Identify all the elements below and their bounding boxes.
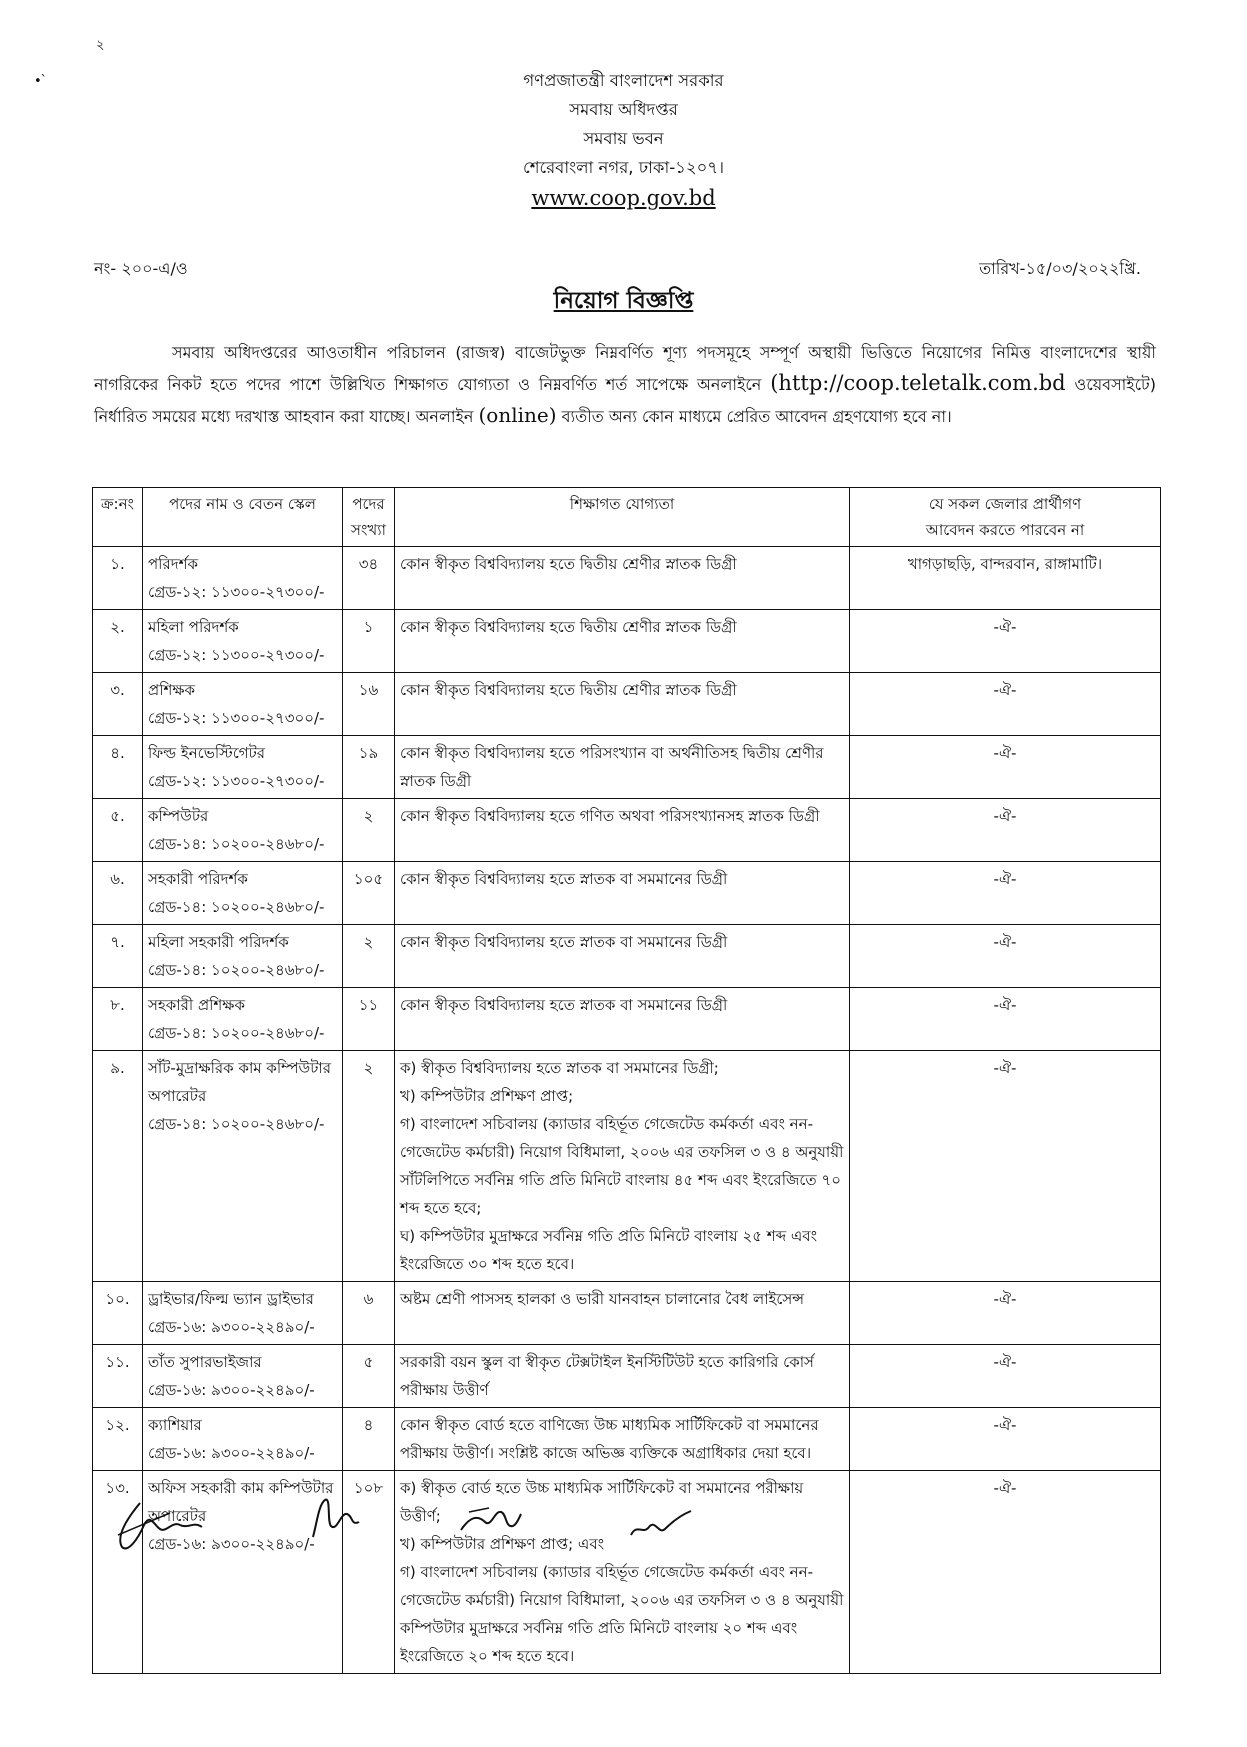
side-mark: •՝ [34, 74, 45, 89]
pay-grade: গ্রেড-১৪: ১০২০০-২৪৬৮০/- [148, 835, 325, 853]
row-count: ২ [343, 925, 395, 988]
row-qualification [395, 1408, 850, 1471]
row-excluded-districts: -ঐ- [850, 799, 1161, 862]
header-post: পদের নাম ও বেতন স্কেল [143, 488, 343, 547]
qualification-line: ঘ) কম্পিউটার মুদ্রাক্ষরে সর্বনিম্ন গতি প্রতি মিনিটে বাংলায় ২৫ শব্দ এবং ইংরেজিতে ৩০ শব্দ হতে হবে। [400, 1227, 818, 1273]
website-link[interactable]: www.coop.gov.bd [531, 186, 716, 210]
signature-2-icon [305, 1492, 365, 1542]
row-excluded-districts: -ঐ- [850, 862, 1161, 925]
row-qualification [395, 673, 850, 736]
row-count: ৬ [343, 1282, 395, 1345]
pay-grade: গ্রেড-১২: ১১৩০০-২৭৩০০/- [148, 646, 325, 664]
application-url[interactable]: (http://coop.teletalk.com.bd [770, 371, 1066, 395]
building-name: সমবায় ভবন [583, 129, 664, 148]
header-qualification: শিক্ষাগত যোগ্যতা [395, 488, 850, 547]
table-row [93, 925, 1161, 988]
header-districts-line2: আবেদন করতে পারবেন না [925, 521, 1085, 539]
row-post [143, 862, 343, 925]
table-row [93, 1408, 1161, 1471]
row-post [143, 799, 343, 862]
signature-4-icon [625, 1505, 695, 1545]
signature-1-icon [110, 1495, 210, 1555]
row-excluded-districts: -ঐ- [850, 1408, 1161, 1471]
row-serial: ৩. [93, 673, 143, 736]
post-name: পরিদর্শক [148, 555, 198, 573]
row-count: ২ [343, 1051, 395, 1282]
post-name: ড্রাইভার/ফিল্ম ভ্যান ড্রাইভার [148, 1290, 314, 1308]
page-title: নিয়োগ বিজ্ঞপ্তি [553, 288, 694, 314]
memo-date: তারিখ-১৫/০৩/২০২২খ্রি. [979, 259, 1141, 278]
qualification-line: কোন স্বীকৃত বিশ্ববিদ্যালয় হতে দ্বিতীয় শ্রেণীর স্নাতক ডিগ্রী [400, 555, 737, 573]
row-excluded-districts: -ঐ- [850, 736, 1161, 799]
intro-text-3: ব্যতীত অন্য কোন মাধ্যমে প্রেরিত আবেদন গ্রহণযোগ্য হবে না। [556, 407, 952, 426]
header-districts [850, 488, 1161, 547]
post-name: সহকারী প্রশিক্ষক [148, 996, 245, 1014]
row-qualification [395, 925, 850, 988]
pay-grade: গ্রেড-১৪: ১০২০০-২৪৬৮০/- [148, 898, 325, 916]
table-row [93, 1051, 1161, 1282]
page-marker: ২ [96, 38, 105, 53]
row-serial: ৭. [93, 925, 143, 988]
row-count: ৫ [343, 1345, 395, 1408]
pay-grade: গ্রেড-১৪: ১০২০০-২৪৬৮০/- [148, 961, 325, 979]
qualification-line: কোন স্বীকৃত বিশ্ববিদ্যালয় হতে স্নাতক বা সমমানের ডিগ্রী [400, 996, 728, 1014]
row-count: ১৬ [343, 673, 395, 736]
pay-grade: গ্রেড-১২: ১১৩০০-২৭৩০০/- [148, 709, 325, 727]
qualification-line: খ) কম্পিউটার প্রশিক্ষণ প্রাপ্ত; এবং [400, 1535, 605, 1553]
row-post [143, 673, 343, 736]
qualification-line: কোন স্বীকৃত বিশ্ববিদ্যালয় হতে পরিসংখ্যান বা অর্থনীতিসহ দ্বিতীয় শ্রেণীর স্নাতক ডিগ্রী [400, 744, 824, 790]
pay-grade: গ্রেড-১৬: ৯৩০০-২২৪৯০/- [148, 1535, 315, 1553]
row-serial: ৬. [93, 862, 143, 925]
row-excluded-districts: -ঐ- [850, 988, 1161, 1051]
row-post [143, 736, 343, 799]
department-name: সমবায় অধিদপ্তর [569, 100, 678, 119]
intro-text-1: সমবায় অধিদপ্তরের আওতাধীন পরিচালন (রাজস্ব) বাজেটভুক্ত নিম্নবর্ণিত শূণ্য পদসমূহে সম্পূর্ণ অস্থায়ী ভিত্তিতে নিয়োগের নিমিত্ত বাংলাদেশের স্থায়ী নাগরিকের নিকট হতে পদের পাশে উল্লিখিত শিক্ষাগত যোগ্যতা ও নিম্নবর্ণিত শর্ত সাপেক্ষে অনলাইনে [94, 343, 1156, 394]
row-post [143, 988, 343, 1051]
qualification-line: গ) বাংলাদেশ সচিবালয় (ক্যাডার বহির্ভূত গেজেটেড কর্মকর্তা এবং নন- গেজেটেড কর্মচারী) নিয়োগ বিধিমালা, ২০০৬ এর তফসিল ৩ ও ৪ অনুযায়ী সাঁটলিপিতে সর্বনিম্ন গতি প্রতি মিনিটে বাংলায় ৪৫ শব্দ এবং ইংরেজিতে ৭০ শব্দ হতে হবে; [400, 1115, 844, 1217]
row-excluded-districts: -ঐ- [850, 1282, 1161, 1345]
row-excluded-districts: -ঐ- [850, 1051, 1161, 1282]
row-qualification [395, 1345, 850, 1408]
table-row [93, 547, 1161, 610]
pay-grade: গ্রেড-১৪: ১০২০০-২৪৬৮০/- [148, 1024, 325, 1042]
row-post [143, 925, 343, 988]
qualification-line: সরকারী বয়ন স্কুল বা স্বীকৃত টেক্সটাইল ইনস্টিটিউট হতে কারিগরি কোর্স পরীক্ষায় উত্তীর্ণ [400, 1353, 814, 1399]
header-count-line2: সংখ্যা [351, 521, 386, 539]
qualification-line: কোন স্বীকৃত বিশ্ববিদ্যালয় হতে দ্বিতীয় শ্রেণীর স্নাতক ডিগ্রী [400, 618, 737, 636]
table-row [93, 673, 1161, 736]
post-name: কম্পিউটর [148, 807, 209, 825]
letterhead [0, 66, 1247, 214]
row-count: ১ [343, 610, 395, 673]
row-post [143, 1282, 343, 1345]
row-post [143, 547, 343, 610]
table-row [93, 1282, 1161, 1345]
row-serial: ১১. [93, 1345, 143, 1408]
post-name: অফিস সহকারী কাম কম্পিউটার অপারেটর [148, 1479, 334, 1525]
qualification-line: কোন স্বীকৃত বিশ্ববিদ্যালয় হতে গণিত অথবা পরিসংখ্যানসহ স্নাতক ডিগ্রী [400, 807, 820, 825]
row-count: ১৯ [343, 736, 395, 799]
qualification-line: ক) স্বীকৃত বোর্ড হতে উচ্চ মাধ্যমিক সার্টিফিকেট বা সমমানের পরীক্ষায় উত্তীর্ণ; [400, 1479, 804, 1525]
table-header-row [93, 488, 1161, 547]
row-serial: ২. [93, 610, 143, 673]
row-count: ৩৪ [343, 547, 395, 610]
memo-number: নং- ২০০-এ/ও [94, 259, 188, 278]
qualification-line: কোন স্বীকৃত বিশ্ববিদ্যালয় হতে দ্বিতীয় শ্রেণীর স্নাতক ডিগ্রী [400, 681, 737, 699]
row-serial: ১৩. [93, 1471, 143, 1674]
pay-grade: গ্রেড-১৬: ৯৩০০-২২৪৯০/- [148, 1381, 315, 1399]
row-serial: ৫. [93, 799, 143, 862]
row-count: ৪ [343, 1408, 395, 1471]
post-name: তাঁত সুপারভাইজার [148, 1353, 262, 1371]
table-row [93, 1471, 1161, 1674]
row-count: ১০৫ [343, 862, 395, 925]
row-qualification [395, 736, 850, 799]
row-serial: ৯. [93, 1051, 143, 1282]
row-excluded-districts: -ঐ- [850, 1471, 1161, 1674]
row-qualification [395, 988, 850, 1051]
row-qualification [395, 610, 850, 673]
row-serial: ১২. [93, 1408, 143, 1471]
row-post [143, 1408, 343, 1471]
row-post [143, 610, 343, 673]
row-serial: ৮. [93, 988, 143, 1051]
row-excluded-districts: খাগড়াছড়ি, বান্দরবান, রাঙ্গামাটি। [850, 547, 1161, 610]
table-row [93, 862, 1161, 925]
row-qualification [395, 1282, 850, 1345]
table-row [93, 1345, 1161, 1408]
government-name: গণপ্রজাতন্ত্রী বাংলাদেশ সরকার [523, 71, 724, 90]
qualification-line: গ) বাংলাদেশ সচিবালয় (ক্যাডার বহির্ভূত গেজেটেড কর্মকর্তা এবং নন- গেজেটেড কর্মচারী) নিয়োগ বিধিমালা, ২০০৬ এর তফসিল ৩ ও ৪ অনুযায়ী কম্পিউটার মুদ্রাক্ষরে সর্বনিম্ন গতি প্রতি মিনিটে বাংলায় ২০ শব্দ এবং ইংরেজিতে ২০ শব্দ হতে হবে। [400, 1563, 844, 1665]
table-row [93, 736, 1161, 799]
row-serial: ১০. [93, 1282, 143, 1345]
qualification-line: অষ্টম শ্রেণী পাসসহ হালকা ও ভারী যানবাহন চালানোর বৈধ লাইসেন্স [400, 1290, 805, 1308]
post-name: সাঁট-মুদ্রাক্ষরিক কাম কম্পিউটার অপারেটর [148, 1059, 332, 1105]
qualification-line: কোন স্বীকৃত বোর্ড হতে বাণিজ্যে উচ্চ মাধ্যমিক সার্টিফিকেট বা সমমানের পরীক্ষায় উত্তীর্ণ। সংশ্লিষ্ট কাজে অভিজ্ঞ ব্যক্তিকে অগ্রাধিকার দেয়া হবে। [400, 1416, 819, 1462]
row-excluded-districts: -ঐ- [850, 610, 1161, 673]
header-count [343, 488, 395, 547]
row-count: ২ [343, 799, 395, 862]
pay-grade: গ্রেড-১৪: ১০২০০-২৪৬৮০/- [148, 1115, 325, 1133]
online-word: (online) [478, 403, 557, 427]
row-qualification [395, 547, 850, 610]
header-serial: ক্র:নং [93, 488, 143, 547]
table-row [93, 988, 1161, 1051]
pay-grade: গ্রেড-১২: ১১৩০০-২৭৩০০/- [148, 772, 325, 790]
table-row [93, 799, 1161, 862]
table-row [93, 610, 1161, 673]
header-districts-line1: যে সকল জেলার প্রার্থীগণ [928, 495, 1082, 513]
intro-paragraph [94, 338, 1156, 432]
pay-grade: গ্রেড-১২: ১১৩০০-২৭৩০০/- [148, 583, 325, 601]
office-address: শেরেবাংলা নগর, ঢাকা-১২০৭। [523, 158, 724, 177]
pay-grade: গ্রেড-১৬: ৯৩০০-২২৪৯০/- [148, 1444, 315, 1462]
pay-grade: গ্রেড-১৬: ৯৩০০-২২৪৯০/- [148, 1318, 315, 1336]
row-qualification [395, 1051, 850, 1282]
qualification-line: খ) কম্পিউটার প্রশিক্ষণ প্রাপ্ত; [400, 1087, 574, 1105]
post-name: সহকারী পরিদর্শক [148, 870, 248, 888]
row-count: ১০৮ [343, 1471, 395, 1674]
post-name: প্রশিক্ষক [148, 681, 196, 699]
signature-3-icon [455, 1500, 525, 1545]
header-count-line1: পদের [352, 495, 385, 513]
post-name: ক্যাশিয়ার [148, 1416, 202, 1434]
post-name: ফিল্ড ইনভেস্টিগেটর [148, 744, 266, 762]
row-qualification [395, 862, 850, 925]
row-qualification [395, 799, 850, 862]
qualification-line: কোন স্বীকৃত বিশ্ববিদ্যালয় হতে স্নাতক বা সমমানের ডিগ্রী [400, 870, 728, 888]
post-name: মহিলা সহকারী পরিদর্শক [148, 933, 289, 951]
row-serial: ১. [93, 547, 143, 610]
intro-text-2: ওয়েবসাইটে) নির্ধারিত সময়ের মধ্যে দরখাস্ত আহবান করা যাচ্ছে। অনলাইন [94, 375, 1156, 426]
row-post [143, 1051, 343, 1282]
row-excluded-districts: -ঐ- [850, 673, 1161, 736]
qualification-line: ক) স্বীকৃত বিশ্ববিদ্যালয় হতে স্নাতক বা সমমানের ডিগ্রী; [400, 1059, 719, 1077]
vacancy-table [92, 487, 1161, 1674]
post-name: মহিলা পরিদর্শক [148, 618, 239, 636]
row-count: ১১ [343, 988, 395, 1051]
qualification-line: কোন স্বীকৃত বিশ্ববিদ্যালয় হতে স্নাতক বা সমমানের ডিগ্রী [400, 933, 728, 951]
row-post [143, 1345, 343, 1408]
row-excluded-districts: -ঐ- [850, 1345, 1161, 1408]
row-excluded-districts: -ঐ- [850, 925, 1161, 988]
row-serial: ৪. [93, 736, 143, 799]
